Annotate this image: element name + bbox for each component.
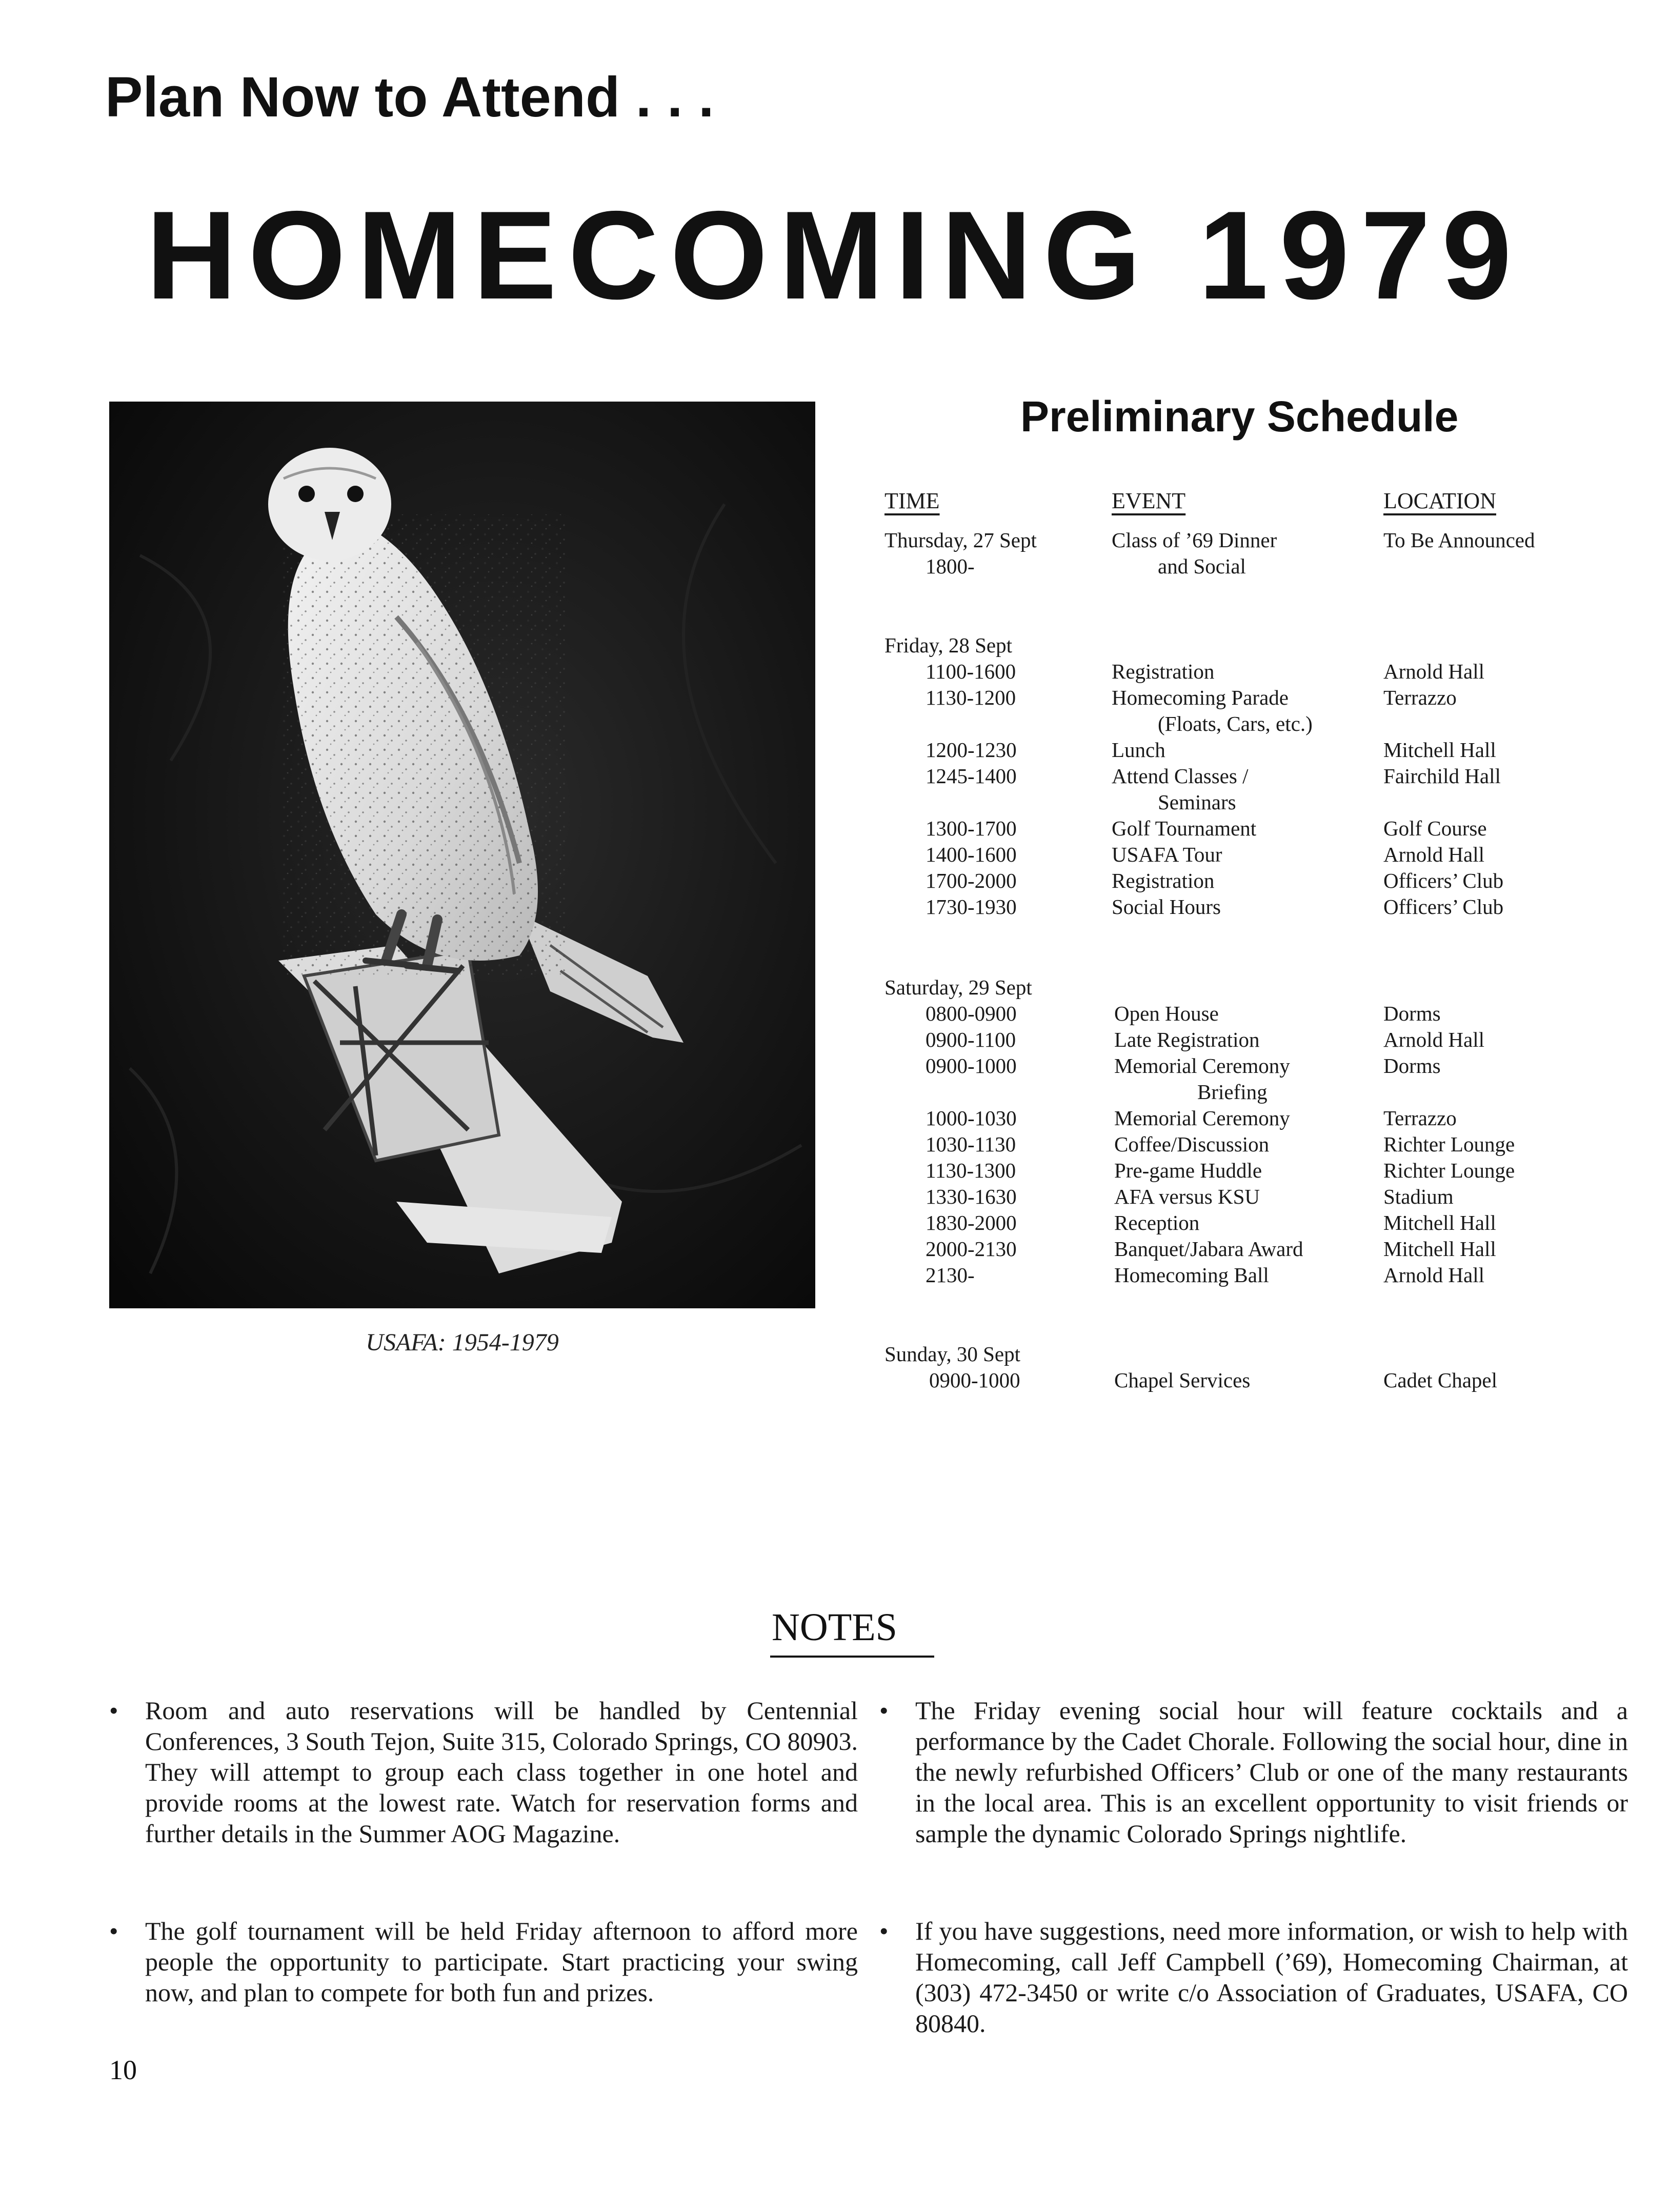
schedule-location: Richter Lounge [1383, 1159, 1515, 1182]
schedule-time: 1800- [926, 554, 975, 578]
day-saturday: Saturday, 29 Sept [884, 975, 1032, 999]
schedule-location: To Be Announced [1383, 528, 1535, 552]
notes-underline [770, 1656, 934, 1658]
schedule-location: Terrazzo [1383, 686, 1457, 709]
page-kicker: Plan Now to Attend . . . [105, 66, 714, 129]
schedule-event: Golf Tournament [1112, 816, 1257, 840]
column-header-location: LOCATION [1383, 488, 1496, 513]
day-thursday: Thursday, 27 Sept [884, 528, 1037, 552]
note-item [879, 1916, 1628, 2039]
schedule-event: Registration [1112, 660, 1215, 683]
schedule-location: Richter Lounge [1383, 1132, 1515, 1156]
schedule-event: Pre-game Huddle [1114, 1159, 1262, 1182]
schedule-location: Officers’ Club [1383, 895, 1504, 919]
schedule-time: 0900-1000 [926, 1054, 1017, 1078]
schedule-location: Mitchell Hall [1383, 1211, 1496, 1234]
bullet-icon: • [879, 1696, 889, 1725]
schedule-event-cont: Seminars [1158, 790, 1236, 814]
schedule-time: 2000-2130 [926, 1237, 1017, 1261]
page-number: 10 [109, 2055, 137, 2085]
schedule-event: Memorial Ceremony [1114, 1054, 1290, 1078]
schedule-event: Lunch [1112, 738, 1165, 762]
schedule-event: USAFA Tour [1112, 843, 1222, 866]
schedule-location: Mitchell Hall [1383, 738, 1496, 762]
schedule-time: 1730-1930 [926, 895, 1017, 919]
schedule-event: Banquet/Jabara Award [1114, 1237, 1303, 1261]
schedule-event: Memorial Ceremony [1114, 1106, 1290, 1130]
schedule-event: Attend Classes / [1112, 764, 1249, 788]
schedule-location: Terrazzo [1383, 1106, 1457, 1130]
schedule-time: 1000-1030 [926, 1106, 1017, 1130]
schedule-event: Registration [1112, 869, 1215, 892]
schedule-event: Social Hours [1112, 895, 1221, 919]
schedule-heading: Preliminary Schedule [1020, 392, 1459, 441]
day-sunday: Sunday, 30 Sept [884, 1342, 1020, 1366]
schedule-event: Homecoming Parade [1112, 686, 1289, 709]
schedule-event: Coffee/Discussion [1114, 1132, 1270, 1156]
schedule-time: 1030-1130 [926, 1132, 1016, 1156]
schedule-time: 1330-1630 [926, 1185, 1017, 1208]
schedule-location: Dorms [1383, 1054, 1441, 1078]
schedule-time: 0800-0900 [926, 1002, 1017, 1025]
schedule-location: Fairchild Hall [1383, 764, 1501, 788]
schedule-location: Mitchell Hall [1383, 1237, 1496, 1261]
photo-caption: USAFA: 1954-1979 [366, 1329, 559, 1356]
schedule-event: AFA versus KSU [1114, 1185, 1260, 1208]
bullet-icon: • [109, 1696, 118, 1725]
bullet-icon: • [879, 1917, 889, 1945]
schedule-time: 1300-1700 [926, 816, 1017, 840]
schedule-location: Arnold Hall [1383, 1028, 1484, 1051]
schedule-event: Late Registration [1114, 1028, 1260, 1051]
schedule-location: Arnold Hall [1383, 1263, 1484, 1287]
column-header-event: EVENT [1112, 488, 1186, 513]
schedule-location: Arnold Hall [1383, 843, 1484, 866]
note-text: The Friday evening social hour will feature cocktails and a performance by the Cadet Chorale. Following the social hour, dine in the newly refurbished Officers’ Club or one of the many restaurants in the local area. This is an excellent opportunity to visit friends or sample the dynamic Colorado Springs nightlife. [915, 1696, 1628, 1848]
schedule-time: 1130-1300 [926, 1159, 1016, 1182]
falcon-photo [109, 402, 815, 1308]
schedule-event: Reception [1114, 1211, 1200, 1234]
schedule-event: Class of ’69 Dinner [1112, 528, 1277, 552]
schedule-time: 1200-1230 [926, 738, 1017, 762]
page-title: HOMECOMING 1979 [146, 185, 1523, 325]
note-item [109, 1695, 858, 1849]
note-text: The golf tournament will be held Friday afternoon to afford more people the opportunity to participate. Start practicing your swing now, and plan to compete for both fun and prizes. [145, 1917, 858, 2007]
schedule-time: 0900-1000 [929, 1368, 1020, 1392]
schedule-event: Homecoming Ball [1114, 1263, 1269, 1287]
note-text: If you have suggestions, need more information, or wish to help with Homecoming, call Jeff Campbell (’69), Homecoming Chairman, at (303) 472-3450 or write c/o Association of Graduates, USAFA, CO 80840. [915, 1917, 1628, 2038]
schedule-location: Arnold Hall [1383, 660, 1484, 683]
bullet-icon: • [109, 1917, 118, 1945]
schedule-event-cont: (Floats, Cars, etc.) [1158, 712, 1313, 735]
schedule-time: 1130-1200 [926, 686, 1016, 709]
note-item [109, 1916, 858, 2008]
schedule-time: 2130- [926, 1263, 975, 1287]
schedule-location: Stadium [1383, 1185, 1454, 1208]
day-friday: Friday, 28 Sept [884, 633, 1013, 657]
schedule-location: Dorms [1383, 1002, 1441, 1025]
note-text: Room and auto reservations will be handled by Centennial Conferences, 3 South Tejon, Suite 315, Colorado Springs, CO 80903. They will attempt to group each class together in one hotel and provide rooms at the lowest rate. Watch for reservation forms and further details in the Summer AOG Magazine. [145, 1696, 858, 1848]
schedule-event: Chapel Services [1114, 1368, 1251, 1392]
schedule-time: 0900-1100 [926, 1028, 1016, 1051]
notes-heading: NOTES [772, 1606, 897, 1649]
schedule-time: 1400-1600 [926, 843, 1017, 866]
schedule-time: 1700-2000 [926, 869, 1017, 892]
schedule-event-cont: and Social [1158, 554, 1246, 578]
schedule-time: 1100-1600 [926, 660, 1016, 683]
schedule-location: Cadet Chapel [1383, 1368, 1498, 1392]
schedule-location: Officers’ Club [1383, 869, 1504, 892]
schedule-event-cont: Briefing [1197, 1080, 1268, 1104]
note-item [879, 1695, 1628, 1849]
schedule-location: Golf Course [1383, 816, 1487, 840]
schedule-time: 1830-2000 [926, 1211, 1017, 1234]
schedule-time: 1245-1400 [926, 764, 1017, 788]
column-header-time: TIME [884, 488, 940, 513]
falcon-sculpture-image [109, 402, 815, 1308]
schedule-event: Open House [1114, 1002, 1219, 1025]
